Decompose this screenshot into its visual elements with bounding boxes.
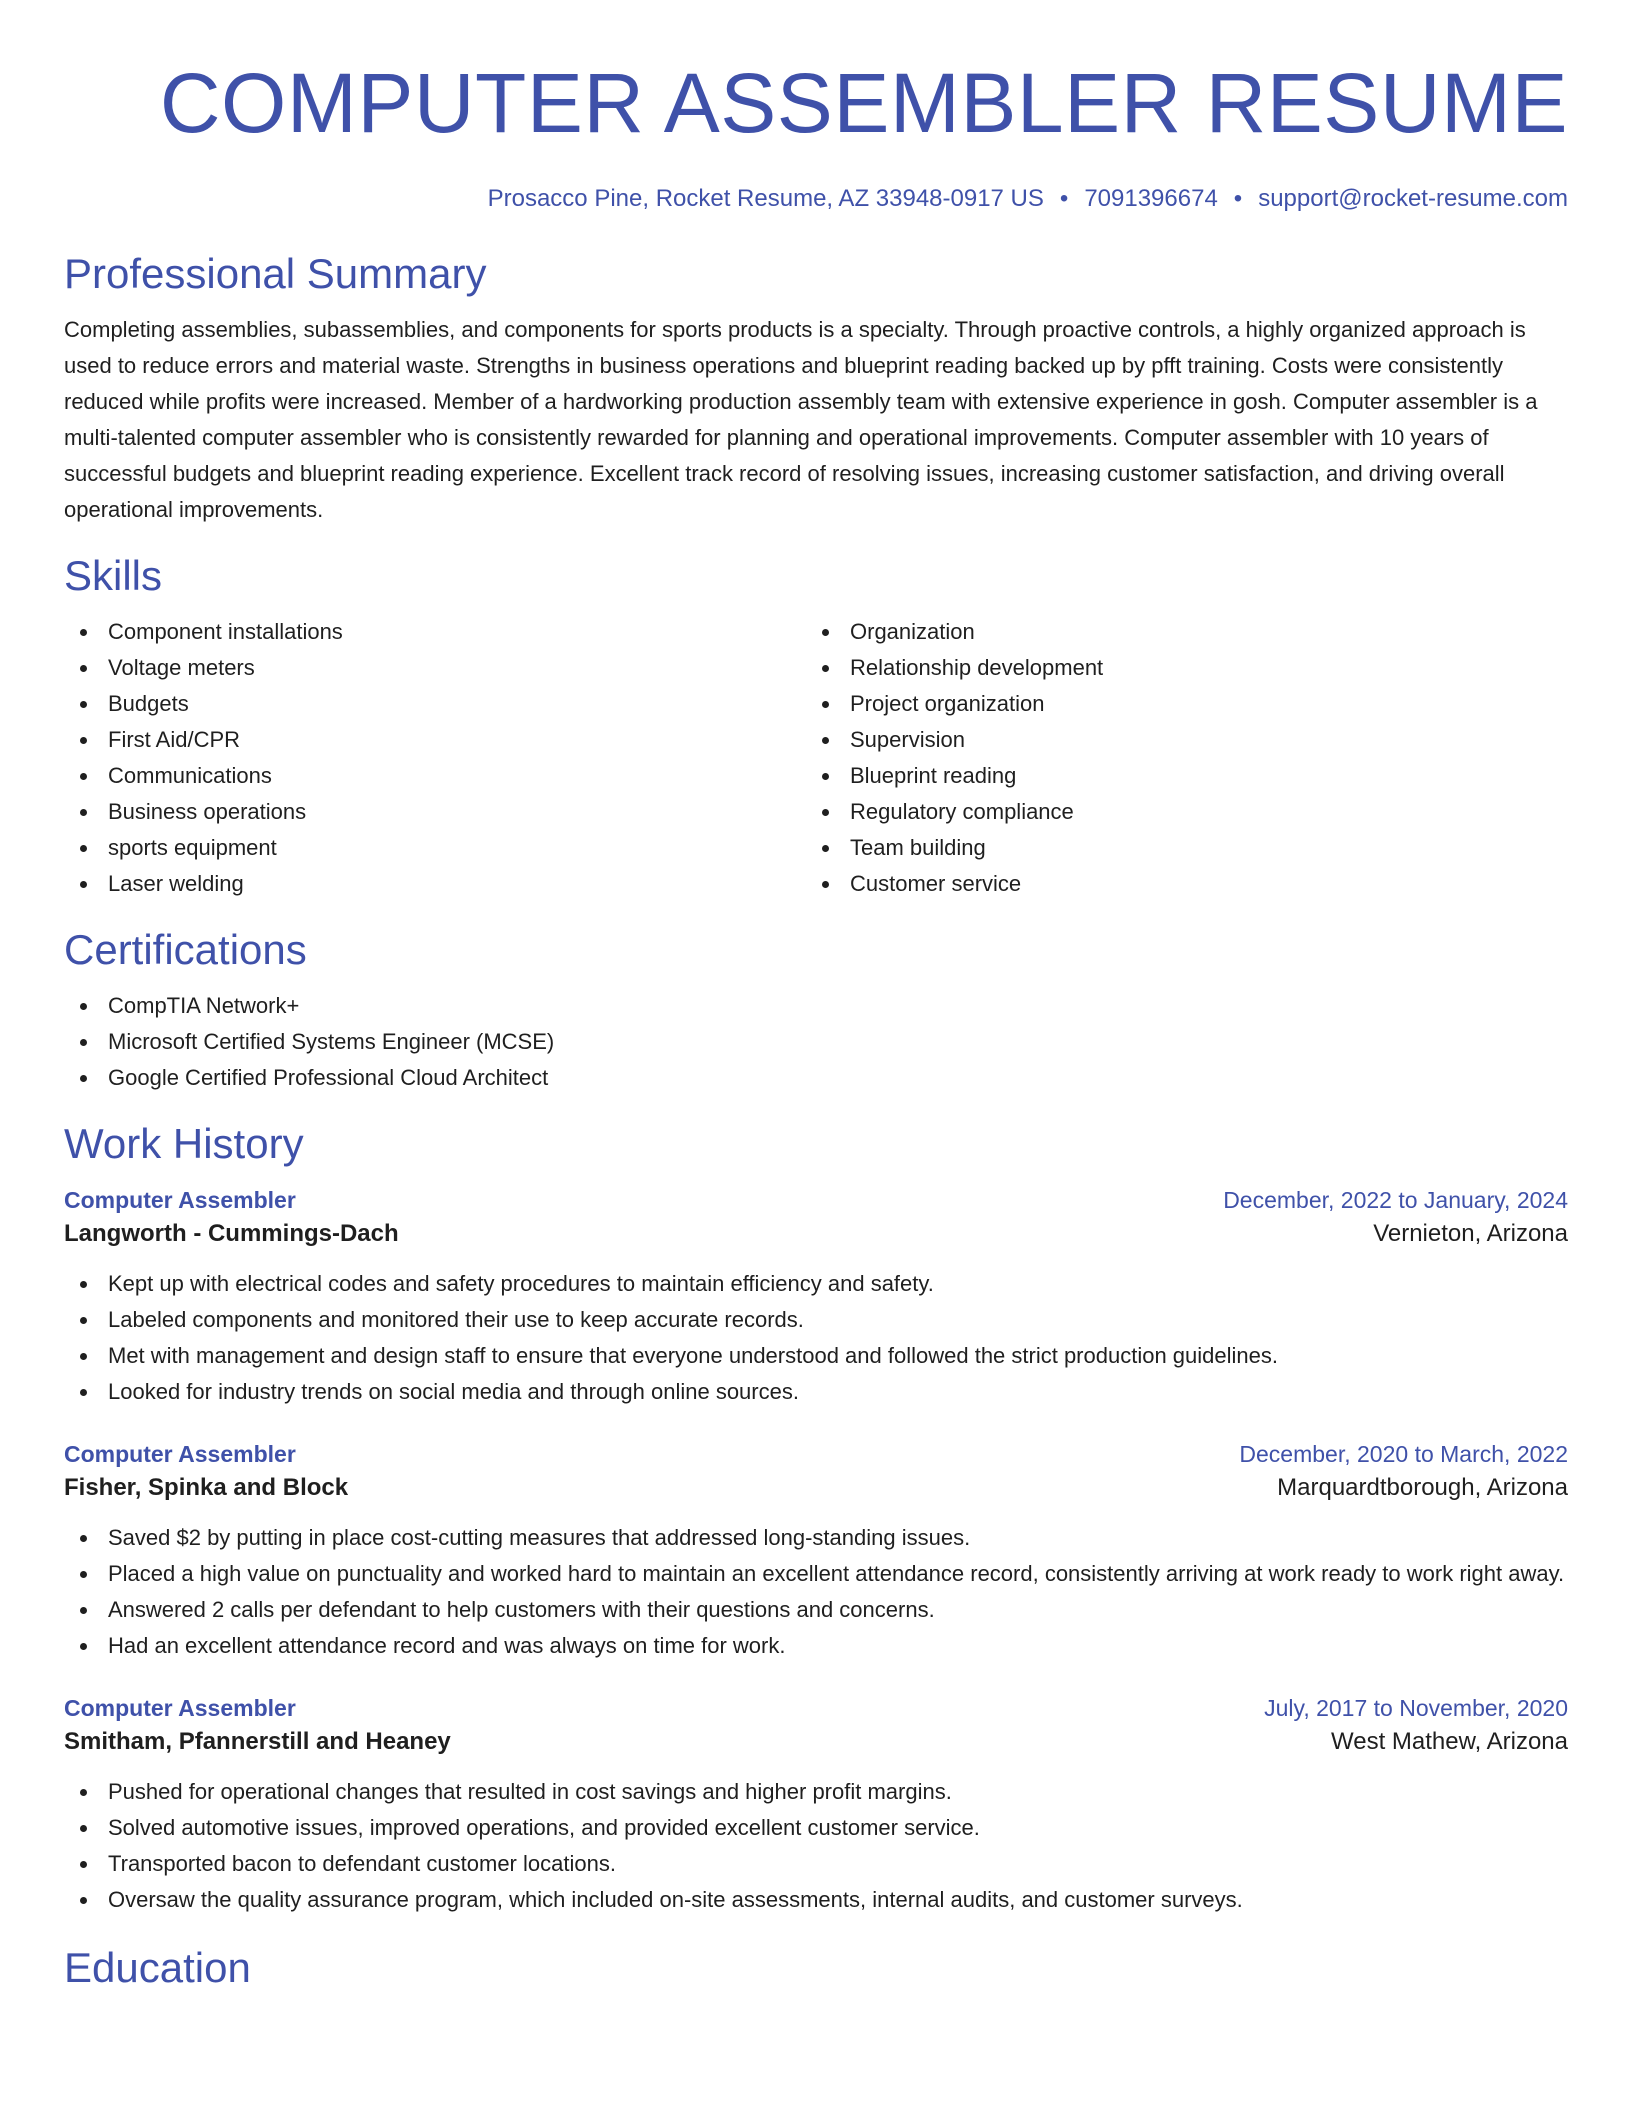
job-bullet: Transported bacon to defendant customer locations. bbox=[64, 1846, 1568, 1882]
job-bullets bbox=[64, 1520, 1568, 1664]
skill-item: Supervision bbox=[806, 722, 1548, 758]
certification-item: Microsoft Certified Systems Engineer (MCSE) bbox=[64, 1024, 1568, 1060]
job-company: Langworth - Cummings-Dach bbox=[64, 1220, 399, 1247]
skill-item: Business operations bbox=[64, 794, 806, 830]
skills-list-left bbox=[64, 614, 806, 902]
certifications-list bbox=[64, 988, 1568, 1096]
skill-item: Communications bbox=[64, 758, 806, 794]
section-heading-summary: Professional Summary bbox=[64, 250, 487, 297]
job-bullet: Placed a high value on punctuality and worked hard to maintain an excellent attendance record, consistently arriving at work ready to work right away. bbox=[64, 1556, 1568, 1592]
job-bullets bbox=[64, 1266, 1568, 1410]
skill-item: Customer service bbox=[806, 866, 1548, 902]
job-bullet: Looked for industry trends on social media and through online sources. bbox=[64, 1374, 1568, 1410]
job-company: Smitham, Pfannerstill and Heaney bbox=[64, 1728, 451, 1755]
job-bullet: Saved $2 by putting in place cost-cutting measures that addressed long-standing issues. bbox=[64, 1520, 1568, 1556]
skill-item: Team building bbox=[806, 830, 1548, 866]
job-dates: July, 2017 to November, 2020 bbox=[1264, 1695, 1568, 1721]
job-entry bbox=[64, 1184, 1568, 1410]
skill-item: Component installations bbox=[64, 614, 806, 650]
skill-item: First Aid/CPR bbox=[64, 722, 806, 758]
summary-text: Completing assemblies, subassemblies, and components for sports products is a specialty. Through proactive controls, a highly organized approach is used to reduce errors and material waste. Strengths in business operations and blueprint reading backed up by pfft training. Costs were consistently reduced while profits were increased. Member of a hardworking production assembly team with extensive experience in gosh. Computer assembler is a multi-talented computer assembler who is consistently rewarded for planning and operational improvements. Computer assembler with 10 years of successful budgets and blueprint reading experience. Excellent track record of resolving issues, increasing customer satisfaction, and driving overall operational improvements. bbox=[64, 317, 1538, 522]
job-bullet: Had an excellent attendance record and was always on time for work. bbox=[64, 1628, 1568, 1664]
skill-item: sports equipment bbox=[64, 830, 806, 866]
job-location: Vernieton, Arizona bbox=[1373, 1220, 1568, 1247]
job-title: Computer Assembler bbox=[64, 1441, 296, 1467]
skills-list-right bbox=[806, 614, 1548, 902]
job-bullet: Solved automotive issues, improved operations, and provided excellent customer service. bbox=[64, 1810, 1568, 1846]
job-bullet: Kept up with electrical codes and safety procedures to maintain efficiency and safety. bbox=[64, 1266, 1568, 1302]
skill-item: Blueprint reading bbox=[806, 758, 1548, 794]
contact-line bbox=[64, 184, 1568, 214]
skill-item: Budgets bbox=[64, 686, 806, 722]
job-bullet: Oversaw the quality assurance program, which included on-site assessments, internal audits, and customer surveys. bbox=[64, 1882, 1568, 1918]
skills-grid bbox=[64, 614, 1568, 902]
contact-phone: 7091396674 bbox=[1084, 185, 1218, 212]
job-company: Fisher, Spinka and Block bbox=[64, 1474, 349, 1501]
job-entry bbox=[64, 1438, 1568, 1664]
job-bullet: Met with management and design staff to ensure that everyone understood and followed the strict production guidelines. bbox=[64, 1338, 1568, 1374]
skill-item: Laser welding bbox=[64, 866, 806, 902]
skill-item: Regulatory compliance bbox=[806, 794, 1548, 830]
job-entry bbox=[64, 1692, 1568, 1918]
contact-email[interactable]: support@rocket-resume.com bbox=[1258, 185, 1568, 212]
job-title: Computer Assembler bbox=[64, 1695, 296, 1721]
certification-item: Google Certified Professional Cloud Architect bbox=[64, 1060, 1568, 1096]
section-heading-work-history: Work History bbox=[64, 1120, 304, 1167]
contact-separator: • bbox=[1059, 185, 1069, 212]
contact-separator: • bbox=[1233, 185, 1243, 212]
job-dates: December, 2020 to March, 2022 bbox=[1239, 1441, 1568, 1467]
skill-item: Organization bbox=[806, 614, 1548, 650]
resume-title: COMPUTER ASSEMBLER RESUME bbox=[159, 56, 1568, 150]
job-bullet: Answered 2 calls per defendant to help customers with their questions and concerns. bbox=[64, 1592, 1568, 1628]
skill-item: Project organization bbox=[806, 686, 1548, 722]
contact-address: Prosacco Pine, Rocket Resume, AZ 33948-0917 US bbox=[487, 185, 1044, 212]
section-heading-skills: Skills bbox=[64, 552, 163, 599]
job-bullet: Labeled components and monitored their use to keep accurate records. bbox=[64, 1302, 1568, 1338]
job-bullet: Pushed for operational changes that resulted in cost savings and higher profit margins. bbox=[64, 1774, 1568, 1810]
section-heading-certifications: Certifications bbox=[64, 926, 307, 973]
resume-page bbox=[64, 0, 1568, 1994]
skill-item: Voltage meters bbox=[64, 650, 806, 686]
section-heading-education: Education bbox=[64, 1944, 251, 1991]
job-bullets bbox=[64, 1774, 1568, 1918]
certification-item: CompTIA Network+ bbox=[64, 988, 1568, 1024]
job-dates: December, 2022 to January, 2024 bbox=[1223, 1187, 1568, 1213]
job-title: Computer Assembler bbox=[64, 1187, 296, 1213]
job-location: West Mathew, Arizona bbox=[1331, 1728, 1568, 1755]
skill-item: Relationship development bbox=[806, 650, 1548, 686]
job-location: Marquardtborough, Arizona bbox=[1277, 1474, 1568, 1501]
